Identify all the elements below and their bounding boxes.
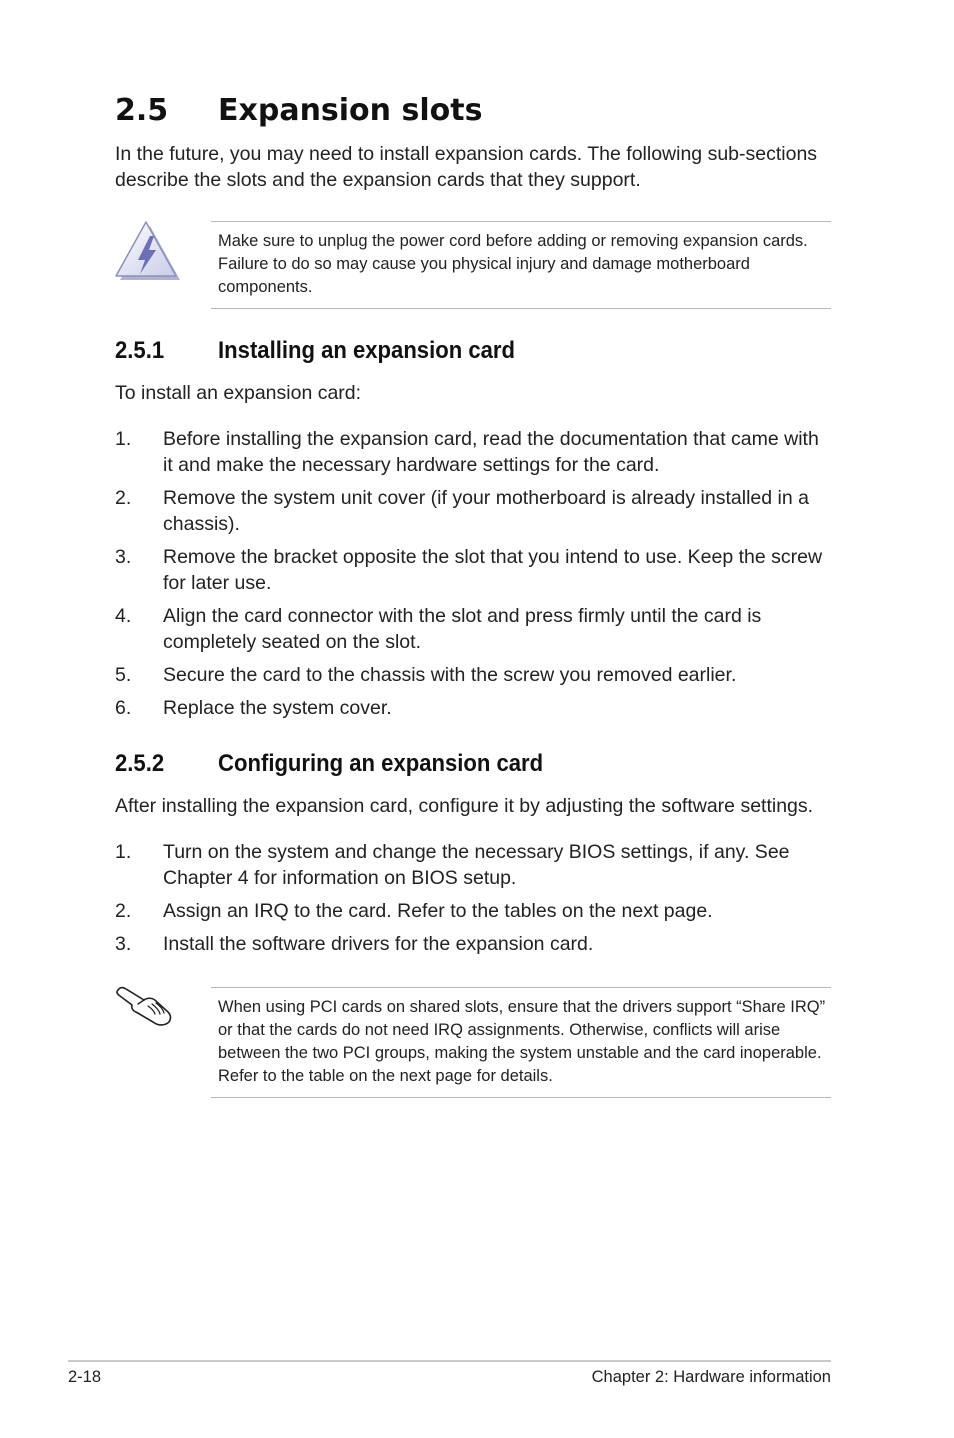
page-number: 2-18 xyxy=(68,1368,102,1386)
configure-steps xyxy=(115,839,830,964)
warning-note xyxy=(211,221,831,309)
subsection-number: 2.5.2 xyxy=(115,750,165,777)
list-item: 5. Secure the card to the chassis with the screw you removed earlier. xyxy=(115,664,737,686)
subsection-title: Installing an expansion card xyxy=(218,337,515,364)
install-lead: To install an expansion card: xyxy=(115,382,362,404)
warning-lightning-icon xyxy=(112,220,182,284)
install-steps xyxy=(115,426,830,728)
shared-slots-note xyxy=(211,987,831,1098)
list-item: 3. Remove the bracket opposite the slot that you intend to use. Keep the screw for later use. xyxy=(115,546,823,594)
subsection-title: Configuring an expansion card xyxy=(218,750,544,777)
shared-slots-note-text: When using PCI cards on shared slots, ensure that the drivers support “Share IRQ” or that the cards do not need IRQ assignments. Otherwise, conflicts will arise between the two PCI groups, making the system unstable and the card inoperable. Refer to the table on the next page for details. xyxy=(218,998,826,1085)
list-item: 4. Align the card connector with the slot and press firmly until the card is completely seated on the slot. xyxy=(115,605,762,653)
list-item: 1. Before installing the expansion card, read the documentation that came with it and make the necessary hardware settings for the card. xyxy=(115,428,819,476)
list-item: 2. Assign an IRQ to the card. Refer to the tables on the next page. xyxy=(115,900,713,922)
list-item: 2. Remove the system unit cover (if your motherboard is already installed in a chassis). xyxy=(115,487,809,535)
subsection-number: 2.5.1 xyxy=(115,337,165,364)
section-number: 2.5 xyxy=(115,93,169,128)
subsection-heading-configuring xyxy=(115,749,543,779)
subsection-heading-installing xyxy=(115,336,515,366)
chapter-label: Chapter 2: Hardware information xyxy=(591,1368,831,1386)
configure-lead: After installing the expansion card, configure it by adjusting the software settings. xyxy=(115,795,814,817)
list-item: 3. Install the software drivers for the expansion card. xyxy=(115,933,594,955)
pointing-hand-icon xyxy=(114,982,176,1028)
list-item: 1. Turn on the system and change the necessary BIOS settings, if any. See Chapter 4 for information on BIOS setup. xyxy=(115,841,790,889)
page-title xyxy=(115,92,482,130)
section-title: Expansion slots xyxy=(218,93,483,128)
section-intro: In the future, you may need to install expansion cards. The following sub-sections describe the slots and the expansion cards that they support. xyxy=(115,143,818,191)
list-item: 6. Replace the system cover. xyxy=(115,697,392,719)
warning-note-text: Make sure to unplug the power cord before adding or removing expansion cards. Failure to do so may cause you physical injury and damage motherboard components. xyxy=(218,232,808,296)
footer-divider xyxy=(68,1360,831,1362)
